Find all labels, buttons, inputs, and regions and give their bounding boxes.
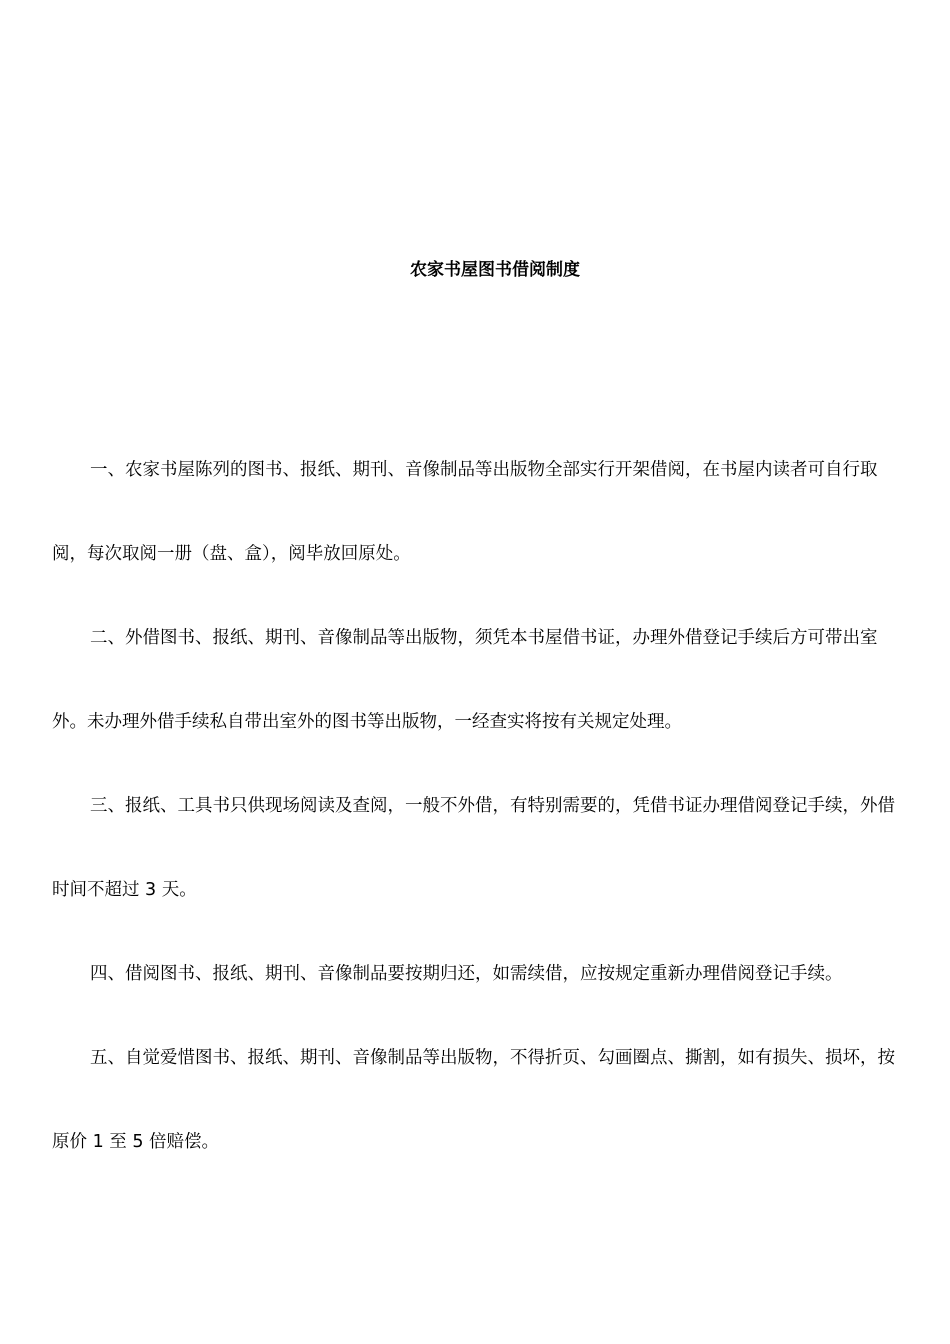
rule-paragraph-5: 五、自觉爱惜图书、报纸、期刊、音像制品等出版物，不得折页、勾画圈点、撕割，如有损失、损坏，按原价 1 至 5 倍赔偿。 (52, 1048, 895, 1152)
rule-paragraph-1: 一、农家书屋陈列的图书、报纸、期刊、音像制品等出版物全部实行开架借阅，在书屋内读者可自行取阅，每次取阅一册（盘、盒），阅毕放回原处。 (52, 460, 878, 564)
rule-paragraph-4: 四、借阅图书、报纸、期刊、音像制品要按期归还，如需续借，应按规定重新办理借阅登记手续。 (90, 964, 843, 984)
rule-paragraph-3: 三、报纸、工具书只供现场阅读及查阅，一般不外借，有特别需要的，凭借书证办理借阅登记手续，外借时间不超过 3 天。 (52, 796, 895, 900)
document-body (52, 428, 912, 1184)
rule-paragraph-2: 二、外借图书、报纸、期刊、音像制品等出版物，须凭本书屋借书证，办理外借登记手续后方可带出室外。未办理外借手续私自带出室外的图书等出版物，一经查实将按有关规定处理。 (52, 628, 878, 732)
page-title: 农家书屋图书借阅制度 (410, 260, 580, 280)
